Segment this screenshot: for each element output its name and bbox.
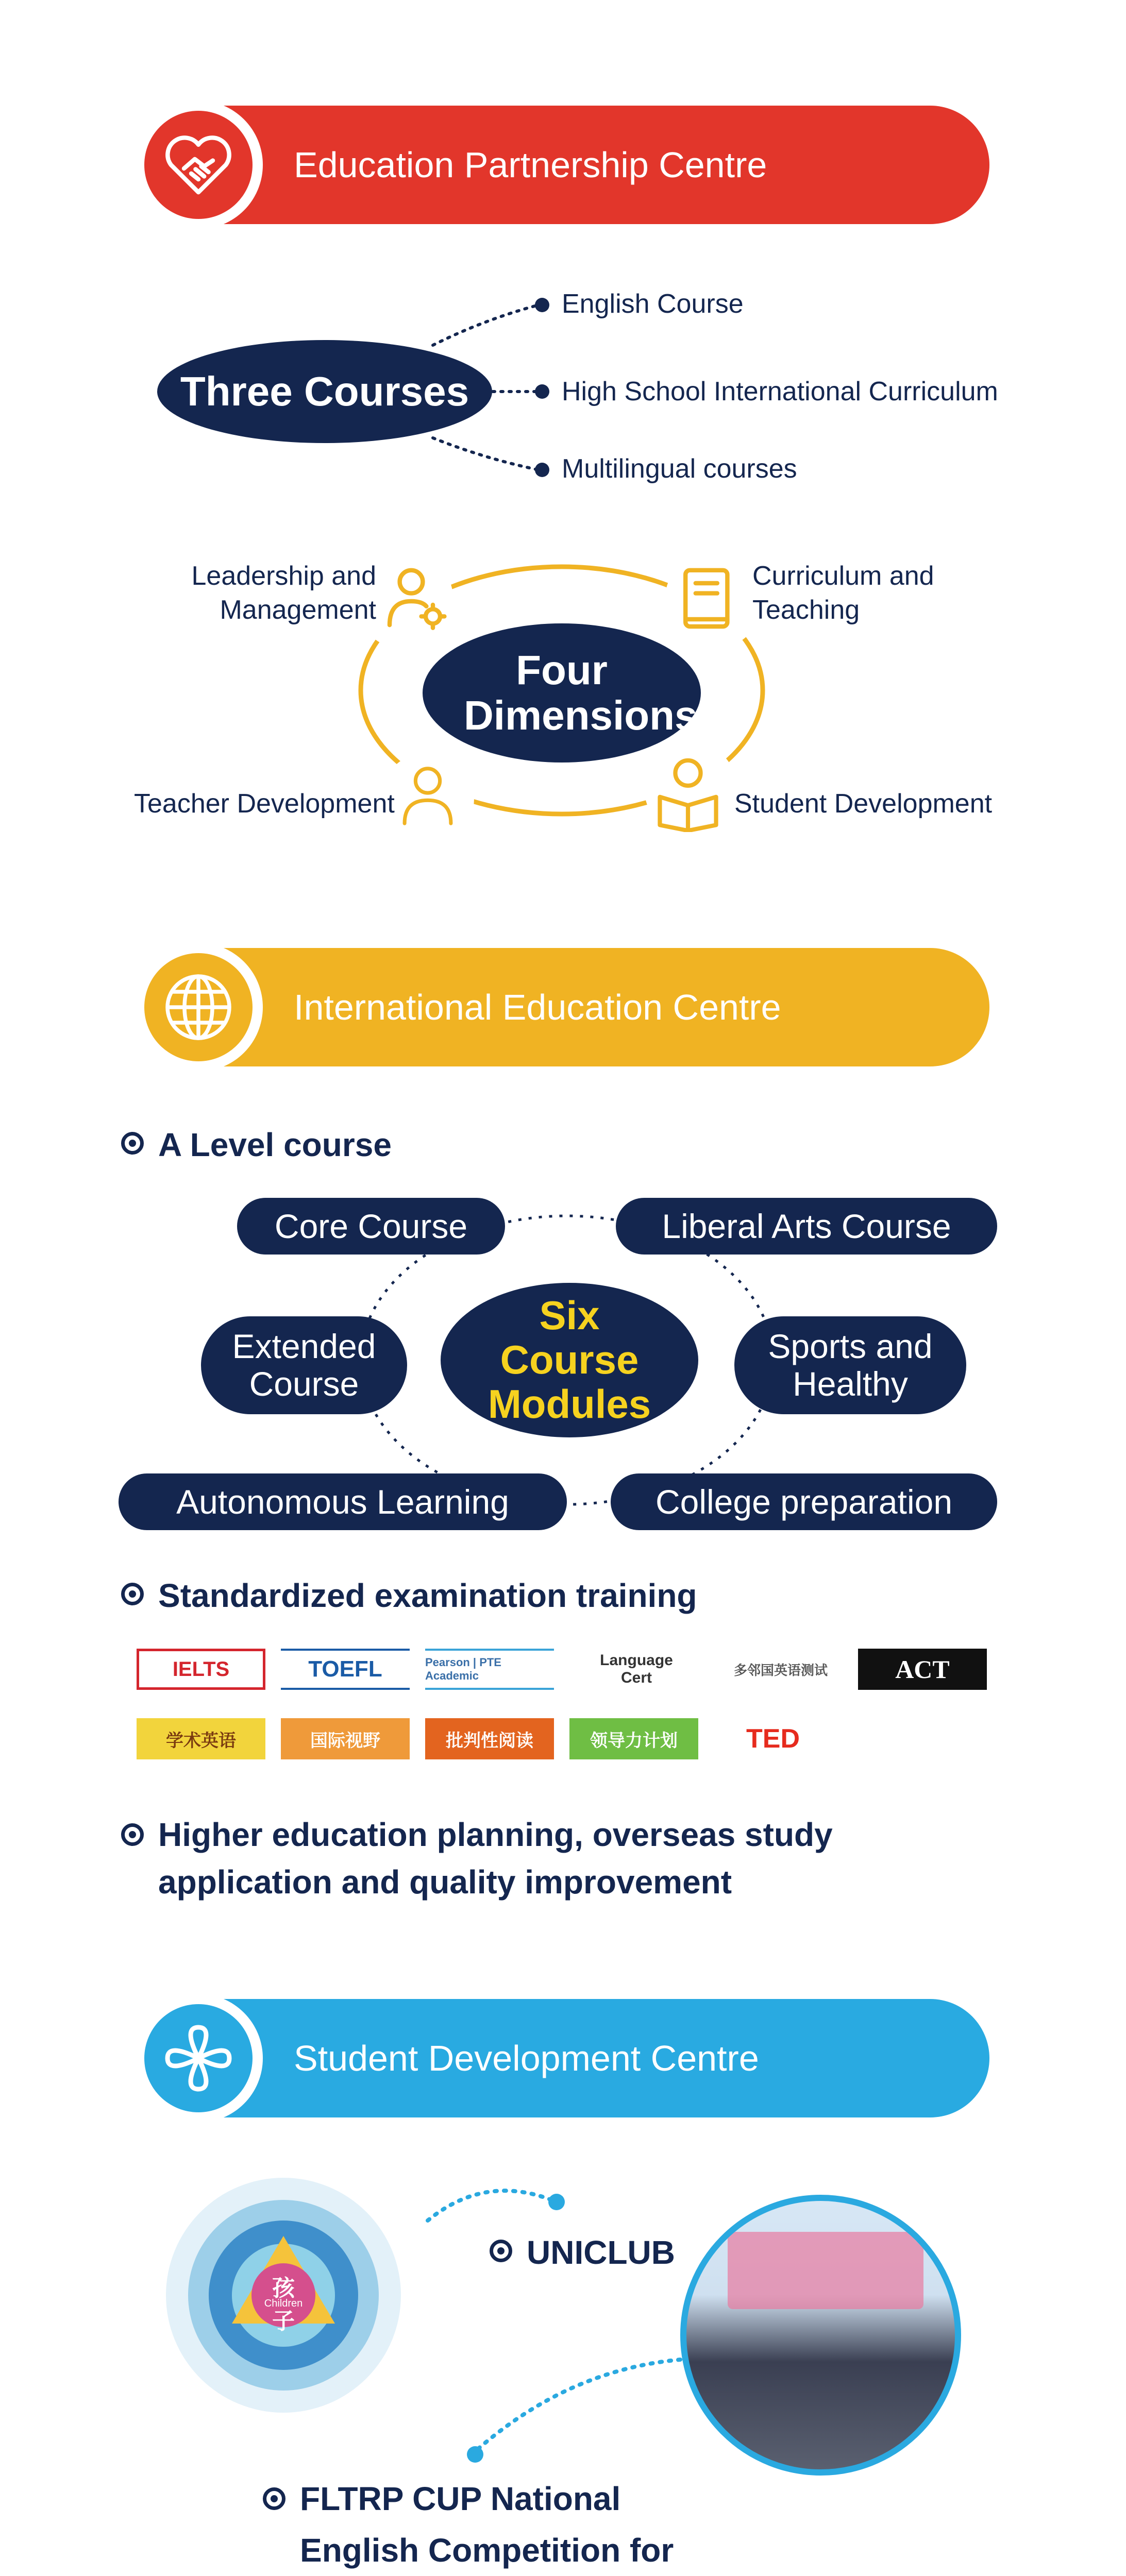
academic-english-logo: 学术英语 [137,1718,265,1759]
a-level-label: A Level course [158,1126,392,1163]
student-development-banner [139,1999,989,2117]
language-cert-logo: Language Cert [600,1652,673,1686]
student-icon [652,755,724,835]
leadership-plan-logo: 领导力计划 [569,1718,698,1759]
module-core: Core Course [237,1198,505,1255]
photo-banner-graphic [728,2232,923,2309]
uniclub-label: UNICLUB [527,2234,675,2271]
higher-ed-label: Higher education planning, overseas study application and quality improvement [158,1816,833,1901]
curriculum-icon [673,562,745,636]
education-partnership-banner [139,106,989,224]
toefl-logo: TOEFL [281,1649,410,1690]
four-dimensions-ellipse [423,623,701,762]
bullet-dot-icon [490,2240,512,2262]
dimension-curriculum: Curriculum and Teaching [752,561,934,625]
module-liberal: Liberal Arts Course [616,1198,997,1255]
module-autonomous: Autonomous Learning [119,1473,567,1530]
fltrp-connector [464,2349,685,2468]
three-courses-label: Three Courses [180,368,469,414]
six-modules-label: Six Course Modules [488,1293,651,1427]
higher-ed-bullet [121,1811,987,1906]
dimension-leadership: Leadership and Management [191,561,376,625]
uniclub-group-photo [680,2195,961,2476]
dimension-student: Student Development [734,789,993,819]
dimension-teacher: Teacher Development [134,789,395,819]
critical-reading-logo: 批判性阅读 [425,1718,554,1759]
banner-title: Education Partnership Centre [294,145,767,185]
banner-title: Student Development Centre [294,2038,759,2078]
global-view-logo: 国际视野 [281,1718,410,1759]
banner-icon-disc [134,943,263,1072]
course-item: Multilingual courses [562,454,797,484]
standardized-label: Standardized examination training [158,1577,697,1614]
three-courses-connectors [423,289,567,484]
pte-logo: Pearson | PTE Academic [425,1649,554,1690]
course-item: High School International Curriculum [562,377,998,406]
international-education-banner [139,948,989,1066]
module-extended: Extended Course [201,1316,407,1414]
module-sports: Sports and Healthy [734,1316,966,1414]
wheel-center-label: 孩子 [272,2276,295,2334]
globe-icon [144,953,253,1061]
bullet-dot-icon [121,1583,144,1605]
ted-logo: TED [746,1724,800,1754]
course-item: English Course [562,289,744,319]
uniclub-bullet [490,2233,675,2272]
banner-icon-disc [134,1994,263,2123]
act-logo: ACT [858,1649,987,1690]
module-college: College preparation [611,1473,997,1530]
bullet-dot-icon [121,1823,144,1846]
four-dimensions-label: Four Dimensions [464,647,698,738]
six-modules-ellipse [441,1283,698,1437]
bullet-dot-icon [121,1132,144,1155]
flower-icon [144,2004,253,2112]
handshake-heart-icon [144,111,253,219]
fltrp-bullet [263,2473,727,2576]
banner-title: International Education Centre [294,987,781,1027]
banner-icon-disc [134,100,263,229]
ielts-logo: IELTS [137,1649,265,1690]
bullet-dot-icon [263,2487,285,2510]
standardized-bullet [121,1577,697,1615]
a-level-bullet [121,1126,392,1164]
teacher-icon [397,762,459,832]
fltrp-label: FLTRP CUP National English Competition for [300,2480,674,2569]
leader-icon [379,562,451,636]
wheel-center-sublabel: Children [264,2298,303,2309]
uniclub-connector [423,2179,577,2236]
duolingo-logo: 多邻国英语测试 [733,1662,828,1678]
